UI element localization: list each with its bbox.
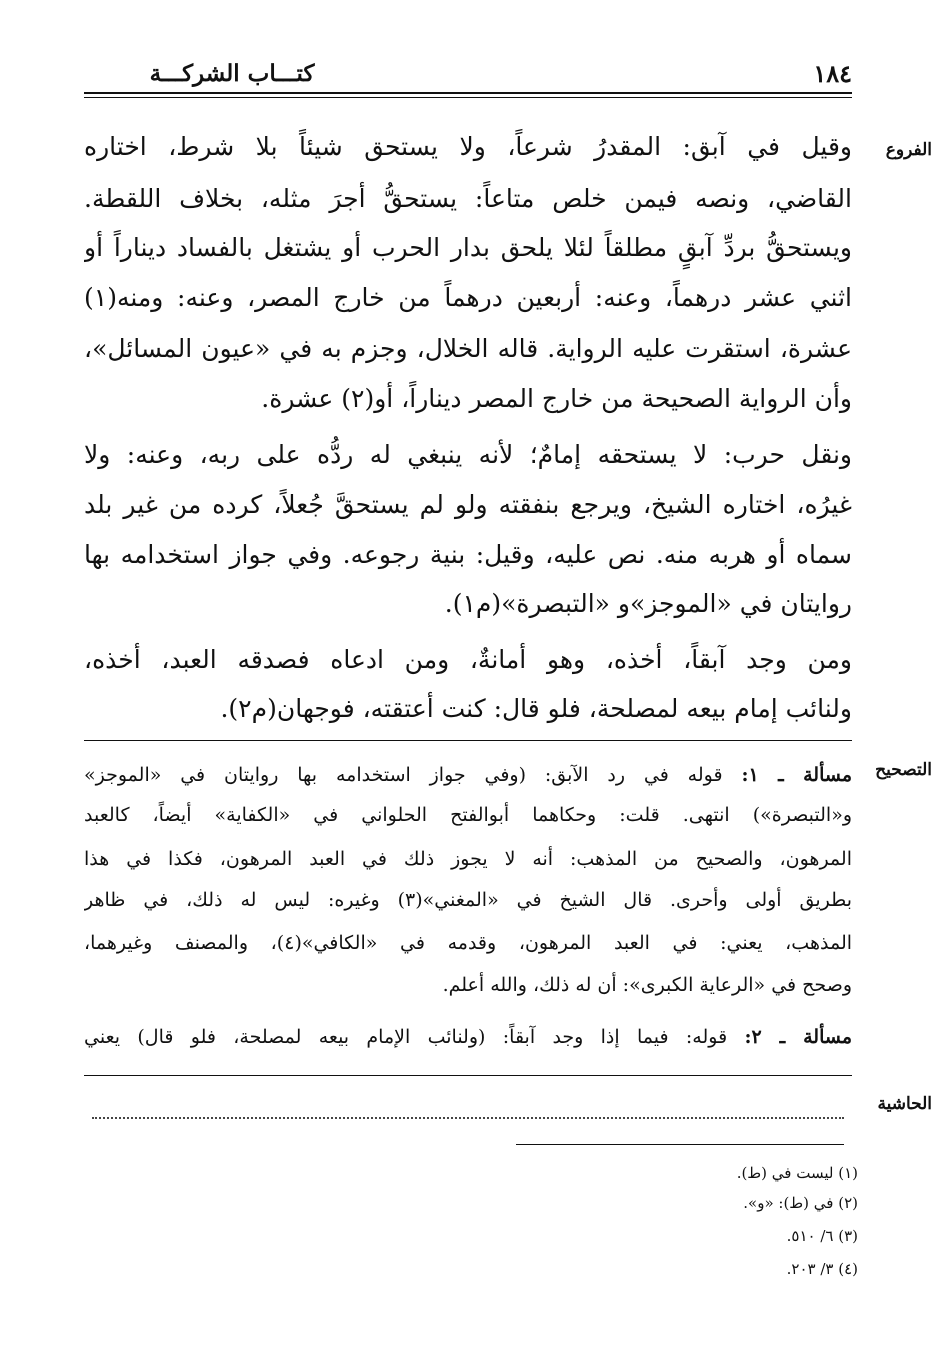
running-header-title: كتـــاب الشركـــة bbox=[149, 60, 315, 87]
hashiya-dotted-line bbox=[92, 1117, 844, 1119]
main-line: ومن وجد آبقاً، أخذه، وهو أمانةٌ، ومن ادعاه فصدقه العبد، أخذه، bbox=[84, 645, 852, 674]
footnote-3: (٣) ٦/ ٥١٠. bbox=[786, 1227, 858, 1245]
main-line: وأن الرواية الصحيحة من خارج المصر ديناراً، أو(٢) عشرة. bbox=[261, 384, 852, 413]
main-line: وقيل في آبق: المقدرُ شرعاً، ولا يستحق شيئاً بلا شرط، اختاره bbox=[84, 132, 852, 161]
tashih-line: وصحح في «الرعاية الكبرى»: أن له ذلك، والله أعلم. bbox=[442, 974, 852, 996]
main-line: سماه أو هربه منه. نص عليه، وقيل: بنية رجوعه. وفي جواز استخدامه بها bbox=[84, 540, 852, 569]
footnote-rule bbox=[516, 1144, 844, 1145]
footnote-2: (٢) في (ط): «و». bbox=[743, 1194, 858, 1212]
tashih-line: بطريق أولى وأحرى. قال الشيخ في «المغني»(٣) وغيره: ليس له ذلك، في ظاهر bbox=[84, 889, 852, 911]
masala-2-text: قوله: فيما إذا وجد آبقاً: (ولنائب الإمام بيعه لمصلحة، فلو قال) يعني bbox=[84, 1026, 745, 1048]
masala-2-label: مسألة ـ ٢: bbox=[744, 1026, 852, 1048]
main-line: القاضي، ونصه فيمن خلص متاعاً: يستحقُّ أجرَ مثله، بخلاف اللقطة. bbox=[84, 184, 852, 213]
label-hashiya: الحاشية bbox=[877, 1094, 932, 1114]
section-divider-hashiya bbox=[84, 1075, 852, 1076]
tashih-line-mas1 bbox=[84, 760, 852, 792]
section-divider-tashih bbox=[84, 740, 852, 741]
tashih-line-mas2 bbox=[84, 1022, 852, 1054]
tashih-line: و«التبصرة») انتهى. قلت: وحكاهما أبوالفتح الحلواني في «الكفاية» أيضاً، كالعبد bbox=[84, 804, 852, 826]
header-rule-thin bbox=[84, 97, 852, 98]
main-line: ونقل حرب: لا يستحقه إمامٌ؛ لأنه ينبغي له ردُّه على ربه، وعنه: ولا bbox=[84, 440, 852, 469]
main-line: عشرة، استقرت عليه الرواية. قاله الخلال، وجزم به في «عيون المسائل»، bbox=[84, 334, 852, 363]
masala-1-text: قوله في رد الآبق: (وفي جواز استخدامه بها روايتان في «الموجز» bbox=[84, 764, 742, 786]
main-line: روايتان في «الموجز»و «التبصرة»(م١). bbox=[444, 589, 852, 618]
footnote-1: (١) ليست في (ط). bbox=[736, 1164, 858, 1182]
main-line: اثني عشر درهماً، وعنه: أربعين درهماً من خارج المصر، وعنه: ومنه(١) bbox=[84, 283, 852, 312]
footnote-4: (٤) ٣/ ٢٠٣. bbox=[786, 1260, 858, 1278]
main-line: ويستحقُّ بردِّ آبقٍ مطلقاً لئلا يلحق بدار الحرب أو يشتغل بالفساد ديناراً أو bbox=[84, 233, 852, 262]
tashih-line: المذهب، يعني: في العبد المرهون، وقدمه في «الكافي»(٤)، والمصنف وغيرهما، bbox=[84, 932, 852, 954]
page-number: ١٨٤ bbox=[813, 59, 852, 88]
main-line: ولنائب إمام بيعه لمصلحة، فلو قال: كنت أعتقته، فوجهان(م٢). bbox=[220, 694, 852, 723]
header-rule-thick bbox=[84, 92, 852, 94]
label-furu: الفروع bbox=[885, 140, 932, 160]
main-line: غيرُه، اختاره الشيخ، ويرجع بنفقته ولو لم يستحقَّ جُعلاً، كرده من غير بلد bbox=[84, 490, 852, 519]
masala-1-label: مسألة ـ ١: bbox=[741, 764, 852, 786]
label-tashih: التصحيح bbox=[875, 760, 932, 780]
tashih-line: المرهون، والصحيح من المذهب: أنه لا يجوز ذلك في العبد المرهون، فكذا في هذا bbox=[84, 848, 852, 870]
